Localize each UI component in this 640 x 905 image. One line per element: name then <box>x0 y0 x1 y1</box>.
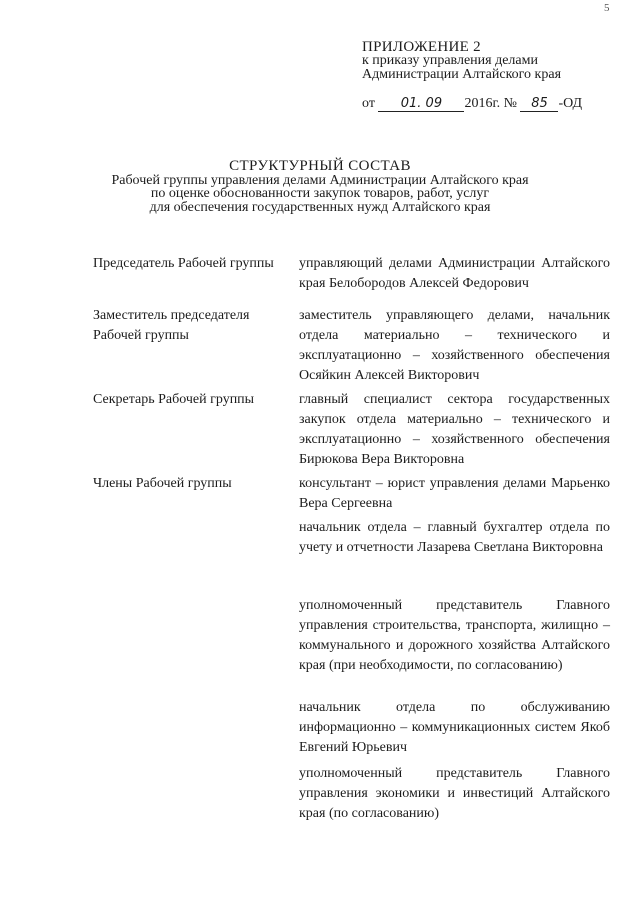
heading-title: СТРУКТУРНЫЙ СОСТАВ <box>229 158 411 174</box>
heading-line-1: Рабочей группы управления делами Администрации Алтайского края <box>111 172 529 188</box>
member-role: Заместитель председателя Рабочей группы <box>93 308 250 343</box>
member-description: консультант – юрист управления делами Марьенко Вера Сергеевна <box>299 476 610 511</box>
order-number: 85 <box>520 97 558 112</box>
order-year: 2016г. № <box>464 96 517 111</box>
member-description: уполномоченный представитель Главного управления строительства, транспорта, жилищно – коммунального и дорожного хозяйства Алтайского края (при необходимости, по согласованию) <box>299 598 610 673</box>
appendix-line-2: Администрации Алтайского края <box>362 67 562 82</box>
heading-line-3: для обеспечения государственных нужд Алтайского края <box>149 199 491 215</box>
heading-line-2: по оценке обоснованности закупок товаров, работ, услуг <box>150 186 490 201</box>
order-prefix: от <box>362 96 375 111</box>
order-date: 01. 09 <box>378 97 464 112</box>
member-role: Члены Рабочей группы <box>93 476 232 491</box>
member-role: Секретарь Рабочей группы <box>93 392 255 407</box>
member-description: главный специалист сектора государственных закупок отдела материально – технического и эксплуатационно – хозяйственного обеспечения Бирюкова Вера Викторовна <box>299 392 610 467</box>
appendix-title: ПРИЛОЖЕНИЕ 2 <box>362 39 481 55</box>
appendix-line-1: к приказу управления делами <box>362 53 538 68</box>
appendix-block <box>362 40 561 82</box>
order-suffix: -ОД <box>558 96 583 111</box>
member-description: управляющий делами Администрации Алтайского края Белобородов Алексей Федорович <box>299 256 610 291</box>
member-description: начальник отдела – главный бухгалтер отдела по учету и отчетности Лазарева Светлана Викторовна <box>299 520 610 555</box>
member-description: заместитель управляющего делами, начальник отдела материально – технического и эксплуатационно – хозяйственного обеспечения Осяйкин Алексей Викторович <box>299 308 610 383</box>
member-role: Председатель Рабочей группы <box>93 256 274 271</box>
document-heading <box>0 160 640 214</box>
order-line <box>362 96 582 112</box>
member-description: начальник отдела по обслуживанию информационно – коммуникационных систем Якоб Евгений Юрьевич <box>299 700 610 755</box>
page-number: 5 <box>604 2 610 14</box>
member-description: уполномоченный представитель Главного управления экономики и инвестиций Алтайского края (по согласованию) <box>299 766 610 821</box>
